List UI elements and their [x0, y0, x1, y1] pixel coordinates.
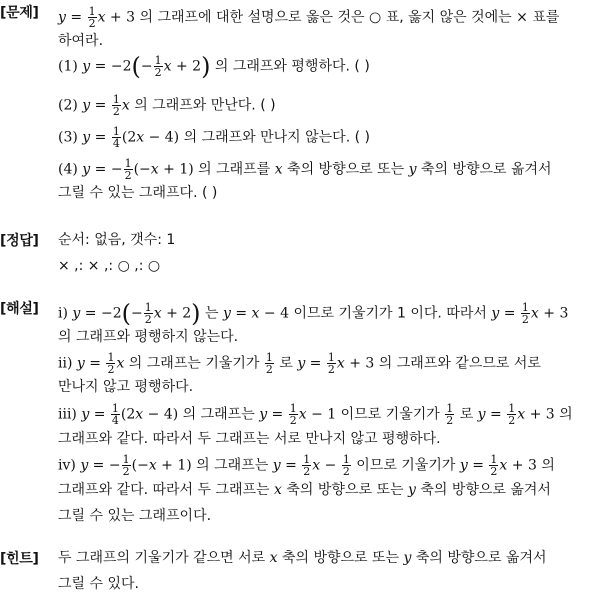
solution-iii: ⅲ) y = $\frac{1}{4}$ (2x − 4) 의 그래프는 y = $\frac{1}{2}$ x − 1 이므로 기울기가 $\frac{1}{2}$ 로 y = $\frac{1}{2}$ x + 3 의: [58, 402, 573, 427]
answer-values: × ,: × ,: ○ ,: ○: [58, 258, 161, 274]
hint-tag: [힌트]: [0, 551, 39, 567]
answer-meta: 순서: 없음, 갯수: 1: [58, 232, 176, 248]
solution-iv-cont: 그래프와 같다. 따라서 두 그래프는 x 축의 방향으로 또는 y 축의 방향으로 옮겨서: [58, 482, 551, 498]
solution-iii-cont: 그래프와 같다. 따라서 두 그래프는 서로 만나지 않고 평행하다.: [58, 431, 441, 447]
solution-ii: ⅱ) y = $\frac{1}{2}$ x 의 그래프는 기울기가 $\frac{1}{2}$ 로 y = $\frac{1}{2}$ x + 3 의 그래프와 같으므로 서로: [58, 351, 541, 376]
solution-ii-cont: 만나지 않고 평행하다.: [58, 379, 194, 395]
solution-iv-cont2: 그릴 수 있는 그래프이다.: [58, 508, 212, 524]
answer-tag: [정답]: [0, 233, 39, 249]
hint-line: 두 그래프의 기울기가 같으면 서로 x 축의 방향으로 또는 y 축의 방향으로 옮겨서: [58, 550, 547, 566]
problem-item-4-cont: 그릴 수 있는 그래프다. ( ): [58, 185, 218, 201]
problem-intro-cont: 하여라.: [58, 33, 104, 49]
problem-tag: [문제]: [0, 5, 39, 21]
solution-i: ⅰ) y = −2(− $\frac{1}{2}$ x + 2) 는 y = x − 4 이므로 기울기가 1 이다. 따라서 y = $\frac{1}{2}$ x + 3: [58, 299, 569, 328]
problem-item-2: (2) y = $\frac{1}{2}$ x 의 그래프와 만난다. ( ): [58, 93, 276, 118]
solution-i-cont: 의 그래프와 평행하지 않는다.: [58, 329, 239, 345]
problem-item-1: (1) y = −2(− $\frac{1}{2}$ x + 2) 의 그래프와 평행하다. ( ): [58, 52, 370, 81]
problem-intro-line: y = $\frac{1}{2}$ x + 3 의 그래프에 대한 설명으로 옳은 것은 ○ 표, 옳지 않은 것에는 × 표를: [58, 5, 560, 30]
hint-line-cont: 그릴 수 있다.: [58, 576, 139, 592]
solution-iv: ⅳ) y = − $\frac{1}{2}$ (−x + 1) 의 그래프는 y = $\frac{1}{2}$ x − $\frac{1}{2}$ 이므로 기울기가 y = $\frac{1}{2}$ x + 3 의: [58, 453, 555, 478]
problem-item-4: (4) y = − $\frac{1}{2}$ (−x + 1) 의 그래프를 x 축의 방향으로 또는 y 축의 방향으로 옮겨서: [58, 157, 552, 182]
solution-tag: [해설]: [0, 301, 39, 317]
problem-item-3: (3) y = $\frac{1}{4}$ (2x − 4) 의 그래프와 만나지 않는다. ( ): [58, 125, 370, 150]
